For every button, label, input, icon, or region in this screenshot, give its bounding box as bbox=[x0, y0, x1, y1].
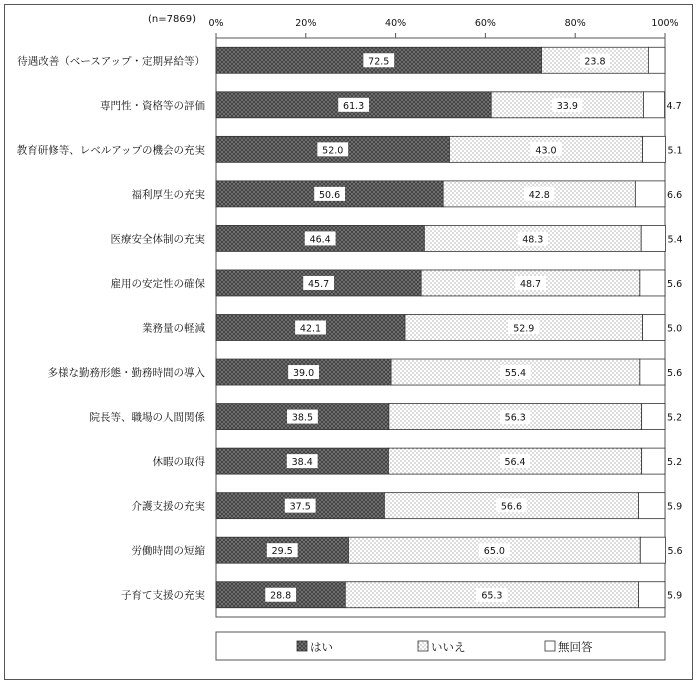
category-label: 休暇の取得 bbox=[152, 456, 205, 469]
x-axis-ticks bbox=[208, 18, 678, 38]
data-label-iie: 48.7 bbox=[519, 278, 542, 290]
data-label-mukaito: 5.2 bbox=[667, 412, 683, 424]
data-label-mukaito: 5.1 bbox=[667, 145, 683, 157]
bar-segment-mukaito bbox=[639, 493, 665, 519]
x-tick-label: 20% bbox=[295, 18, 317, 29]
data-label-hai: 38.4 bbox=[291, 457, 313, 469]
data-label-iie: 52.9 bbox=[513, 323, 535, 335]
data-label-hai: 37.5 bbox=[289, 501, 311, 513]
data-label-hai: 29.5 bbox=[271, 546, 293, 558]
legend-swatch-iie bbox=[418, 641, 428, 651]
bar-segment-mukaito bbox=[640, 359, 665, 385]
data-label-iie: 43.0 bbox=[535, 145, 557, 157]
legend-label-mukaito: 無回答 bbox=[558, 640, 593, 654]
data-label-iie: 33.9 bbox=[556, 100, 578, 112]
category-label: 雇用の安定性の確保 bbox=[110, 277, 205, 290]
data-label-hai: 46.4 bbox=[309, 234, 331, 246]
x-tick-label: 100% bbox=[651, 18, 679, 29]
legend bbox=[216, 632, 665, 660]
bar-segment-mukaito bbox=[640, 270, 665, 296]
data-label-mukaito: 5.6 bbox=[667, 278, 683, 290]
data-label-iie: 23.8 bbox=[584, 56, 606, 68]
bar-segment-mukaito bbox=[642, 448, 665, 474]
data-label-iie: 65.3 bbox=[481, 590, 503, 602]
data-label-hai: 52.0 bbox=[322, 145, 344, 157]
bar-segment-mukaito bbox=[640, 537, 665, 563]
legend-swatch-hai bbox=[297, 641, 307, 651]
data-label-iie: 65.0 bbox=[483, 546, 505, 558]
bar-segment-mukaito bbox=[643, 136, 666, 162]
data-label-iie: 48.3 bbox=[522, 234, 544, 246]
x-tick-label: 0% bbox=[208, 18, 224, 29]
legend-label-hai: はい bbox=[310, 640, 333, 654]
data-label-mukaito: 5.9 bbox=[667, 501, 683, 513]
data-label-mukaito: 6.6 bbox=[667, 189, 683, 201]
bar-segment-mukaito bbox=[635, 181, 665, 207]
bar-segment-mukaito bbox=[643, 92, 664, 118]
category-label: 子育て支援の充実 bbox=[121, 589, 205, 602]
bar-segment-mukaito bbox=[642, 404, 665, 430]
data-label-hai: 39.0 bbox=[292, 368, 315, 380]
data-label-hai: 42.1 bbox=[299, 323, 322, 335]
sample-size-label: (n=7869) bbox=[148, 14, 196, 25]
bar-segment-mukaito bbox=[648, 47, 665, 73]
data-label-hai: 38.5 bbox=[291, 412, 314, 424]
data-label-mukaito: 5.2 bbox=[667, 457, 683, 469]
category-label: 労働時間の短縮 bbox=[131, 545, 205, 558]
x-tick-label: 60% bbox=[474, 18, 496, 29]
category-label: 福利厚生の充実 bbox=[131, 188, 205, 201]
data-label-hai: 61.3 bbox=[343, 100, 365, 112]
data-label-mukaito: 5.9 bbox=[667, 590, 683, 602]
data-label-hai: 72.5 bbox=[368, 56, 390, 68]
x-tick-label: 40% bbox=[385, 18, 407, 29]
data-label-mukaito: 5.6 bbox=[667, 368, 683, 380]
category-labels bbox=[17, 54, 206, 601]
bars-group bbox=[216, 47, 683, 607]
data-label-hai: 45.7 bbox=[308, 278, 330, 290]
data-label-mukaito: 5.4 bbox=[667, 234, 683, 246]
data-label-mukaito: 4.7 bbox=[666, 100, 682, 112]
data-label-mukaito: 5.0 bbox=[667, 323, 683, 335]
legend-label-iie: いいえ bbox=[431, 640, 466, 654]
category-label: 専門性・資格等の評価 bbox=[100, 99, 205, 112]
category-label: 業務量の軽減 bbox=[142, 322, 205, 335]
data-label-hai: 28.8 bbox=[270, 590, 292, 602]
category-label: 介護支援の充実 bbox=[131, 500, 205, 513]
category-label: 待遇改善（ベースアップ・定期昇給等） bbox=[17, 55, 205, 68]
data-label-iie: 56.4 bbox=[504, 457, 526, 469]
data-label-iie: 42.8 bbox=[528, 189, 550, 201]
category-label: 院長等、職場の人間関係 bbox=[89, 411, 205, 424]
data-label-hai: 50.6 bbox=[319, 189, 341, 201]
bar-segment-mukaito bbox=[641, 225, 665, 251]
category-label: 教育研修等、レベルアップの機会の充実 bbox=[16, 144, 205, 157]
data-label-mukaito: 5.6 bbox=[667, 546, 683, 558]
bar-segment-mukaito bbox=[639, 582, 665, 608]
legend-swatch-mukaito bbox=[545, 641, 555, 651]
data-label-iie: 56.3 bbox=[504, 412, 526, 424]
bar-segment-mukaito bbox=[643, 315, 665, 341]
data-label-iie: 55.4 bbox=[504, 368, 527, 380]
x-tick-label: 80% bbox=[564, 18, 586, 29]
category-label: 医療安全体制の充実 bbox=[110, 233, 205, 246]
data-label-iie: 56.6 bbox=[500, 501, 523, 513]
category-label: 多様な勤務形態・勤務時間の導入 bbox=[47, 367, 205, 380]
